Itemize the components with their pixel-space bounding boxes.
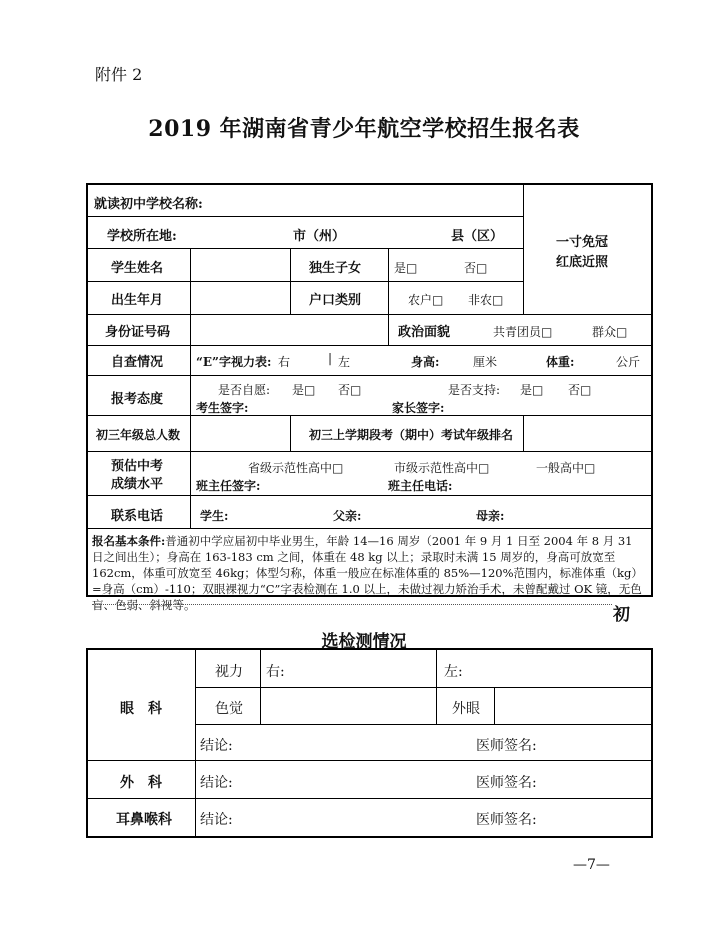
grid-line <box>88 798 651 799</box>
teacher-phone-label: 班主任电话: <box>388 479 453 493</box>
municipal-option[interactable]: 市级示范性高中□ <box>394 461 490 475</box>
willing-no[interactable]: 否□ <box>338 383 362 397</box>
grid-line <box>388 248 389 314</box>
attitude-label: 报考态度 <box>111 392 164 407</box>
surgery-conclusion: 结论: <box>200 775 233 791</box>
vision-right: 右 <box>278 355 291 369</box>
vision-chart-label: “E”字视力表: <box>196 355 272 369</box>
grid-line <box>88 281 523 282</box>
chu-character: 初 <box>613 605 630 625</box>
support-label: 是否支持: <box>448 383 501 397</box>
league-member-option[interactable]: 共青团员□ <box>493 325 553 339</box>
only-child-yes[interactable]: 是□ <box>394 261 418 275</box>
registration-form <box>86 183 653 612</box>
grid-line <box>195 724 651 725</box>
grid-line <box>88 375 651 376</box>
eye-doctor-signature: 医师签名: <box>476 738 537 754</box>
grid-line <box>290 248 291 314</box>
grid-line <box>290 415 291 451</box>
conditions-label: 报名基本条件: <box>92 534 166 548</box>
contact-label: 联系电话 <box>111 509 164 524</box>
grid-line <box>88 760 651 761</box>
grid-line <box>195 687 651 688</box>
dotted-divider <box>92 604 612 605</box>
outer-eye-label: 外眼 <box>452 701 480 717</box>
surgery-department: 外 科 <box>120 775 162 791</box>
ent-conclusion: 结论: <box>200 812 233 828</box>
grade-rank-label: 初三上学期段考（期中）考试年级排名 <box>309 428 514 442</box>
estimate-line-2: 成绩水平 <box>111 477 164 492</box>
grid-line <box>88 495 651 496</box>
section-subtitle: 选检测情况 <box>321 632 407 652</box>
student-signature-label: 考生签字: <box>196 401 249 415</box>
political-label: 政治面貌 <box>398 325 451 340</box>
weight-unit: 公斤 <box>616 355 641 369</box>
teacher-signature-label: 班主任签字: <box>196 479 261 493</box>
vision-left: 左 <box>338 355 351 369</box>
only-child-label: 独生子女 <box>309 261 362 276</box>
grid-line <box>523 415 524 451</box>
vision-left-label: 左: <box>444 664 463 680</box>
grid-line <box>88 248 523 249</box>
grid-line <box>260 650 261 724</box>
id-number-label: 身份证号码 <box>105 325 171 340</box>
grid-line <box>88 216 523 217</box>
vision-right-label: 右: <box>266 664 285 680</box>
city-suffix: 市（州） <box>293 229 346 244</box>
grid-line <box>88 415 651 416</box>
estimate-line-1: 预估中考 <box>111 459 164 474</box>
hukou-label: 户口类别 <box>309 293 362 308</box>
provincial-option[interactable]: 省级示范性高中□ <box>248 461 344 475</box>
general-option[interactable]: 一般高中□ <box>536 461 596 475</box>
color-vision-label: 色觉 <box>215 701 243 717</box>
page-title: 2019 年湖南省青少年航空学校招生报名表 <box>148 116 580 142</box>
grade-total-label: 初三年级总人数 <box>96 428 181 442</box>
willing-label: 是否自愿: <box>218 383 271 397</box>
grid-line <box>523 185 524 314</box>
ent-department: 耳鼻喉科 <box>116 812 172 828</box>
grid-line <box>88 451 651 452</box>
grid-line <box>436 650 437 724</box>
mother-phone-label: 母亲: <box>476 509 505 523</box>
grid-line <box>195 650 196 836</box>
birth-label: 出生年月 <box>111 293 164 308</box>
surgery-doctor-signature: 医师签名: <box>476 775 537 791</box>
parent-signature-label: 家长签字: <box>392 401 445 415</box>
self-check-label: 自查情况 <box>111 355 164 370</box>
hukou-nonrural[interactable]: 非农□ <box>468 293 504 307</box>
vision-label: 视力 <box>215 664 243 680</box>
student-name-label: 学生姓名 <box>111 261 164 276</box>
grid-line <box>88 345 651 346</box>
grid-line <box>88 528 651 529</box>
county-suffix: 县（区） <box>451 229 504 244</box>
grid-line <box>190 248 191 528</box>
conditions-text: 普通初中学应届初中毕业男生，年龄 14—16 周岁（2001 年 9 月 1 日至 2004 年 8 月 31 日之间出生）；身高在 163-183 cm 之间，体重在 48 kg 以上；录取时未满 15 周岁的，身高可放宽至 162cm，体重可放宽至 46kg；体型匀称，体重一般应在标准体重的 85%—120%范围内，标准体重（kg）=身高（cm）-110；双眼裸视力“C”字表检测在 1.0 以上，未做过视力矫治手术，未曾配戴过 OK 镜，无色盲、色弱、斜视等。 <box>92 534 643 612</box>
student-phone-label: 学生: <box>200 509 229 523</box>
eye-department: 眼 科 <box>120 701 162 717</box>
photo-line-2: 红底近照 <box>556 255 609 270</box>
grid-line <box>494 687 495 724</box>
support-yes[interactable]: 是□ <box>520 383 544 397</box>
grid-line <box>88 314 651 315</box>
grid-line <box>388 314 389 345</box>
page-number: —7— <box>573 857 610 873</box>
photo-line-1: 一寸免冠 <box>556 235 609 250</box>
weight-label: 体重: <box>546 355 575 369</box>
height-unit: 厘米 <box>473 355 498 369</box>
support-no[interactable]: 否□ <box>568 383 592 397</box>
exam-table <box>86 648 653 838</box>
basic-conditions <box>92 533 647 613</box>
school-name-label: 就读初中学校名称: <box>94 197 203 212</box>
eye-conclusion: 结论: <box>200 738 233 754</box>
vision-divider: | <box>328 351 333 365</box>
masses-option[interactable]: 群众□ <box>592 325 628 339</box>
hukou-rural[interactable]: 农户□ <box>408 293 444 307</box>
father-phone-label: 父亲: <box>333 509 362 523</box>
height-label: 身高: <box>411 355 440 369</box>
ent-doctor-signature: 医师签名: <box>476 812 537 828</box>
only-child-no[interactable]: 否□ <box>464 261 488 275</box>
willing-yes[interactable]: 是□ <box>292 383 316 397</box>
location-label: 学校所在地: <box>107 229 177 244</box>
attachment-label: 附件 2 <box>95 65 143 84</box>
